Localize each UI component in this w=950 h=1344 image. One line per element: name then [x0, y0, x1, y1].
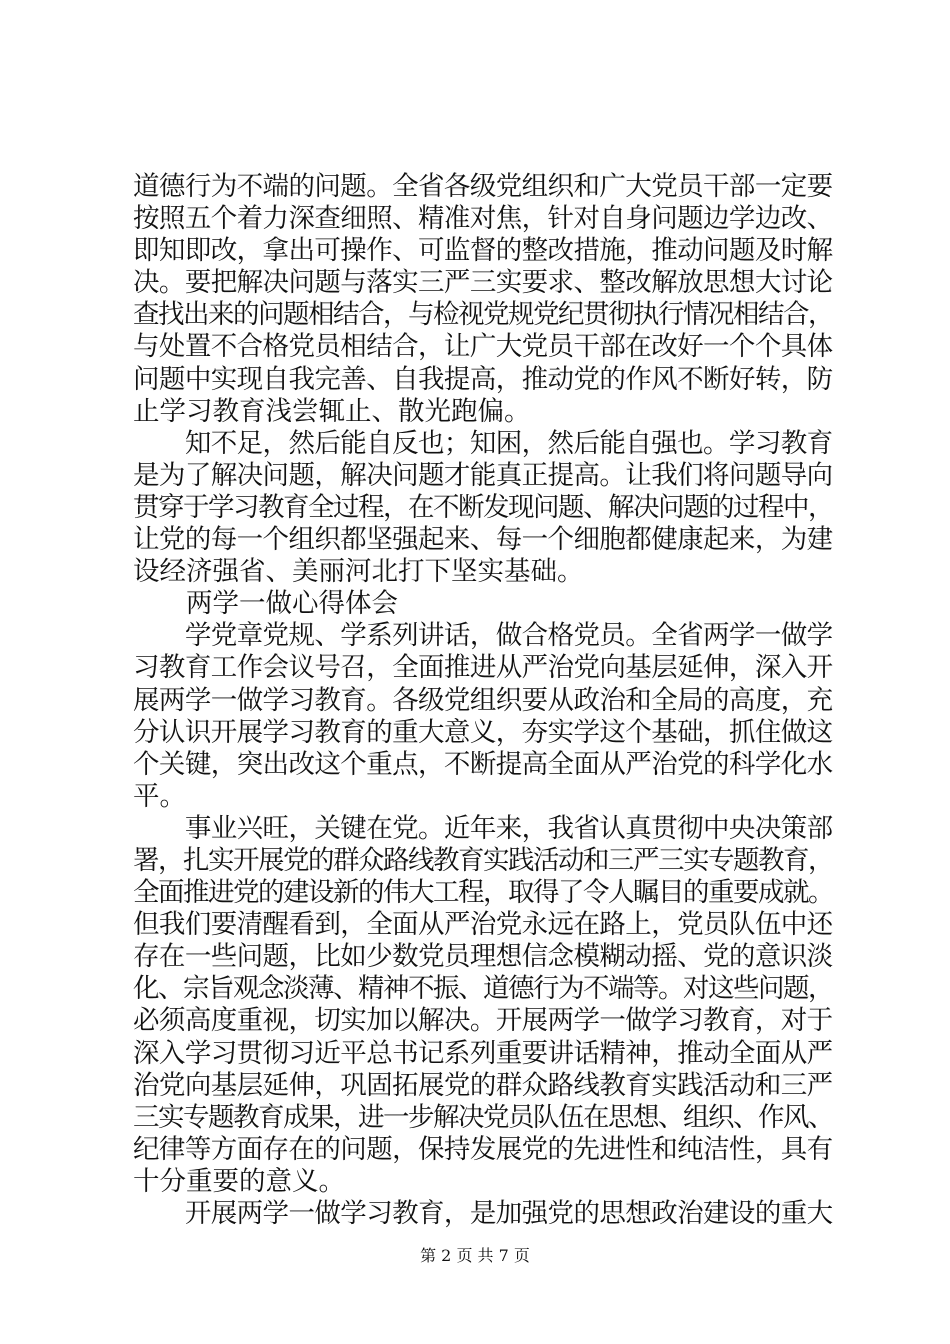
text-line: 十分重要的意义。 [133, 1165, 345, 1197]
text-line: 两学一做心得体会 [133, 588, 398, 620]
text-line: 署，扎实开展党的群众路线教育实践活动和三严三实专题教育， [133, 844, 833, 876]
text-line: 贯穿于学习教育全过程，在不断发现问题、解决问题的过程中， [133, 491, 833, 523]
text-line: 全面推进党的建设新的伟大工程，取得了令人瞩目的重要成就。 [133, 877, 833, 909]
text-line: 平。 [133, 780, 186, 812]
text-line: 按照五个着力深查细照、精准对焦，针对自身问题边学边改、 [133, 203, 833, 235]
text-line: 个关键，突出改这个重点，不断提高全面从严治党的科学化水 [133, 748, 833, 780]
text-line: 道德行为不端的问题。全省各级党组织和广大党员干部一定要 [133, 171, 833, 202]
text-line: 展两学一做学习教育。各级党组织要从政治和全局的高度，充 [133, 684, 833, 716]
text-line: 事业兴旺，关键在党。近年来，我省认真贯彻中央决策部 [133, 812, 833, 844]
text-line: 即知即改，拿出可操作、可监督的整改措施，推动问题及时解 [133, 235, 833, 267]
text-line: 深入学习贯彻习近平总书记系列重要讲话精神，推动全面从严 [133, 1037, 833, 1069]
text-line: 纪律等方面存在的问题，保持发展党的先进性和纯洁性，具有 [133, 1133, 833, 1165]
text-line: 三实专题教育成果，进一步解决党员队伍在思想、组织、作风、 [133, 1101, 833, 1133]
text-line: 分认识开展学习教育的重大意义，夯实学这个基础，抓住做这 [133, 716, 833, 748]
text-line: 问题中实现自我完善、自我提高，推动党的作风不断好转，防 [133, 363, 833, 395]
text-line: 知不足，然后能自反也；知困，然后能自强也。学习教育 [133, 427, 833, 459]
text-line: 但我们要清醒看到，全面从严治党永远在路上，党员队伍中还 [133, 909, 833, 941]
text-line: 必须高度重视，切实加以解决。开展两学一做学习教育，对于 [133, 1005, 833, 1037]
text-line: 设经济强省、美丽河北打下坚实基础。 [133, 556, 584, 588]
text-line: 开展两学一做学习教育，是加强党的思想政治建设的重大 [133, 1198, 833, 1229]
text-line: 让党的每一个组织都坚强起来、每一个细胞都健康起来，为建 [133, 524, 833, 556]
text-line: 是为了解决问题，解决问题才能真正提高。让我们将问题导向 [133, 459, 833, 491]
text-line: 决。要把解决问题与落实三严三实要求、整改解放思想大讨论 [133, 267, 833, 299]
text-line: 存在一些问题，比如少数党员理想信念模糊动摇、党的意识淡 [133, 941, 833, 973]
page-footer: 第 2 页 共 7 页 [420, 1246, 530, 1265]
text-line: 与处置不合格党员相结合，让广大党员干部在改好一个个具体 [133, 331, 833, 363]
text-line: 学党章党规、学系列讲话，做合格党员。全省两学一做学 [133, 620, 833, 652]
text-line: 查找出来的问题相结合，与检视党规党纪贯彻执行情况相结合， [133, 299, 833, 331]
text-line: 化、宗旨观念淡薄、精神不振、道德行为不端等。对这些问题， [133, 973, 833, 1005]
text-line: 治党向基层延伸，巩固拓展党的群众路线教育实践活动和三严 [133, 1069, 833, 1101]
text-line: 习教育工作会议号召，全面推进从严治党向基层延伸，深入开 [133, 652, 833, 684]
body-text [133, 171, 833, 1230]
text-line: 止学习教育浅尝辄止、散光跑偏。 [133, 395, 531, 427]
